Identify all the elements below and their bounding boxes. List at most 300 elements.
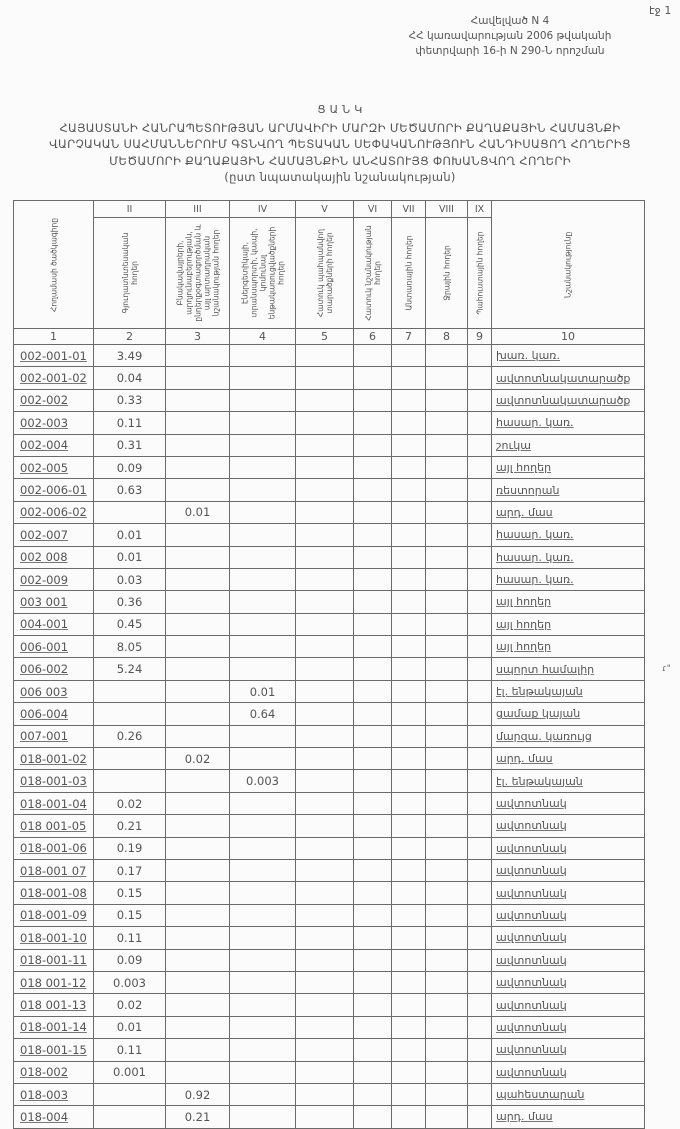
special-purpose-area-cell [354, 636, 392, 658]
energy-transport-area-cell [230, 591, 296, 613]
purpose-cell: ռեստորան [492, 479, 645, 501]
settlement-industrial-area-cell [166, 770, 230, 792]
roman-numeral-cell: IX [468, 201, 492, 218]
protected-area-cell [296, 412, 354, 434]
forest-area-cell [392, 725, 426, 747]
protected-area-cell [296, 703, 354, 725]
water-area-cell [426, 456, 468, 478]
reserve-area-cell [468, 568, 492, 590]
table-row [14, 434, 645, 456]
special-purpose-area-cell [354, 1016, 392, 1038]
parcel-code-cell: 018 001-12 [14, 971, 94, 993]
reserve-area-cell [468, 792, 492, 814]
agricultural-area-cell [94, 501, 166, 523]
purpose-cell: ավտոտնակ [492, 1016, 645, 1038]
water-area-cell [426, 725, 468, 747]
table-row [14, 591, 645, 613]
table-row [14, 367, 645, 389]
settlement-industrial-area-cell [166, 949, 230, 971]
energy-transport-area-cell [230, 456, 296, 478]
reserve-area-cell [468, 703, 492, 725]
reserve-area-cell [468, 949, 492, 971]
energy-transport-area-cell [230, 658, 296, 680]
land-table [13, 200, 645, 1129]
special-purpose-area-cell [354, 792, 392, 814]
protected-area-cell [296, 927, 354, 949]
protected-area-cell [296, 904, 354, 926]
protected-area-cell [296, 994, 354, 1016]
forest-area-cell [392, 434, 426, 456]
reserve-area-cell [468, 748, 492, 770]
special-purpose-area-cell [354, 837, 392, 859]
settlement-industrial-area-cell [166, 636, 230, 658]
roman-numeral-cell: VII [392, 201, 426, 218]
purpose-cell: արդ. մաս [492, 1106, 645, 1128]
special-purpose-area-cell [354, 859, 392, 881]
parcel-code-cell: 018-001-06 [14, 837, 94, 859]
agricultural-area-cell: 0.02 [94, 994, 166, 1016]
parcel-code-cell: 002-002 [14, 389, 94, 411]
column-number: 2 [94, 329, 166, 345]
protected-area-cell [296, 524, 354, 546]
protected-area-cell [296, 680, 354, 702]
protected-area-cell [296, 770, 354, 792]
water-area-cell [426, 927, 468, 949]
forest-area-cell [392, 1061, 426, 1083]
energy-transport-area-cell [230, 568, 296, 590]
column-header-label: Բնակավայրերի, արդյունաբերության, ընդերքօգտագործման և այլ արտադրական նշանակության հողեր [175, 224, 220, 322]
settlement-industrial-area-cell [166, 994, 230, 1016]
protected-area-cell [296, 1016, 354, 1038]
table-row [14, 1039, 645, 1061]
water-area-cell [426, 792, 468, 814]
table-row [14, 412, 645, 434]
forest-area-cell [392, 815, 426, 837]
settlement-industrial-area-cell [166, 389, 230, 411]
parcel-code-cell: 018 001-13 [14, 994, 94, 1016]
parcel-code-cell: 003 001 [14, 591, 94, 613]
forest-area-cell [392, 904, 426, 926]
column-header [392, 218, 426, 329]
energy-transport-area-cell [230, 859, 296, 881]
settlement-industrial-area-cell [166, 613, 230, 635]
water-area-cell [426, 345, 468, 367]
purpose-cell: ավտոտնակ [492, 837, 645, 859]
water-area-cell [426, 971, 468, 993]
special-purpose-area-cell [354, 613, 392, 635]
table-row [14, 971, 645, 993]
special-purpose-area-cell [354, 367, 392, 389]
table-row [14, 1061, 645, 1083]
forest-area-cell [392, 949, 426, 971]
settlement-industrial-area-cell [166, 859, 230, 881]
agricultural-area-cell: 0.63 [94, 479, 166, 501]
title-line: ՄԵԾԱՄՈՐԻ ՔԱՂԱՔԱՅԻՆ ՀԱՄԱՅՆՔԻՆ ԱՆՀԱՏՈՒՅՑ ՓՈԽԱՆՑՎՈՂ ՀՈՂԵՐԻ [109, 153, 571, 168]
forest-area-cell [392, 501, 426, 523]
table-row [14, 927, 645, 949]
energy-transport-area-cell [230, 345, 296, 367]
settlement-industrial-area-cell [166, 412, 230, 434]
parcel-code-cell: 006 003 [14, 680, 94, 702]
special-purpose-area-cell [354, 501, 392, 523]
table-row [14, 1016, 645, 1038]
water-area-cell [426, 904, 468, 926]
water-area-cell [426, 479, 468, 501]
agricultural-area-cell: 0.01 [94, 546, 166, 568]
special-purpose-area-cell [354, 904, 392, 926]
agricultural-area-cell: 0.02 [94, 792, 166, 814]
parcel-code-cell: 018-003 [14, 1083, 94, 1105]
energy-transport-area-cell [230, 837, 296, 859]
forest-area-cell [392, 524, 426, 546]
column-header [230, 218, 296, 329]
purpose-cell: ավտոտնակ [492, 859, 645, 881]
settlement-industrial-area-cell [166, 1039, 230, 1061]
table-row [14, 479, 645, 501]
energy-transport-area-cell [230, 479, 296, 501]
protected-area-cell [296, 1106, 354, 1128]
column-number: 6 [354, 329, 392, 345]
agricultural-area-cell: 0.003 [94, 971, 166, 993]
agricultural-area-cell: 0.19 [94, 837, 166, 859]
parcel-code-cell: 018-001-14 [14, 1016, 94, 1038]
protected-area-cell [296, 882, 354, 904]
purpose-cell: ավտոտնակ [492, 815, 645, 837]
purpose-cell: պահեստարան [492, 1083, 645, 1105]
agricultural-area-cell: 0.26 [94, 725, 166, 747]
reserve-area-cell [468, 882, 492, 904]
energy-transport-area-cell [230, 904, 296, 926]
annex-line: Հավելված N 4 [470, 15, 550, 27]
special-purpose-area-cell [354, 546, 392, 568]
protected-area-cell [296, 1083, 354, 1105]
protected-area-cell [296, 636, 354, 658]
special-purpose-area-cell [354, 658, 392, 680]
settlement-industrial-area-cell [166, 434, 230, 456]
parcel-code-cell: 018 001-05 [14, 815, 94, 837]
table-row [14, 859, 645, 881]
special-purpose-area-cell [354, 949, 392, 971]
protected-area-cell [296, 658, 354, 680]
table-row [14, 1083, 645, 1105]
forest-area-cell [392, 389, 426, 411]
table-row [14, 389, 645, 411]
table-row [14, 345, 645, 367]
protected-area-cell [296, 389, 354, 411]
roman-numeral-cell: III [166, 201, 230, 218]
settlement-industrial-area-cell [166, 680, 230, 702]
settlement-industrial-area-cell [166, 524, 230, 546]
reserve-area-cell [468, 658, 492, 680]
water-area-cell [426, 434, 468, 456]
forest-area-cell [392, 613, 426, 635]
settlement-industrial-area-cell [166, 725, 230, 747]
reserve-area-cell [468, 345, 492, 367]
forest-area-cell [392, 1039, 426, 1061]
forest-area-cell [392, 456, 426, 478]
column-number: 8 [426, 329, 468, 345]
purpose-cell: սպորտ համալիր [492, 658, 645, 680]
reserve-area-cell [468, 591, 492, 613]
column-number: 5 [296, 329, 354, 345]
settlement-industrial-area-cell [166, 568, 230, 590]
settlement-industrial-area-cell [166, 546, 230, 568]
forest-area-cell [392, 367, 426, 389]
settlement-industrial-area-cell: 0.01 [166, 501, 230, 523]
special-purpose-area-cell [354, 1083, 392, 1105]
purpose-cell: այլ հողեր [492, 613, 645, 635]
reserve-area-cell [468, 501, 492, 523]
reserve-area-cell [468, 389, 492, 411]
forest-area-cell [392, 859, 426, 881]
parcel-code-cell: 018-001-02 [14, 748, 94, 770]
protected-area-cell [296, 456, 354, 478]
reserve-area-cell [468, 680, 492, 702]
table-row [14, 680, 645, 702]
water-area-cell [426, 658, 468, 680]
agricultural-area-cell [94, 748, 166, 770]
column-header-label: Հատուկ պահպանվող տարածքների հողեր [315, 228, 334, 318]
water-area-cell [426, 882, 468, 904]
table-row [14, 882, 645, 904]
special-purpose-area-cell [354, 971, 392, 993]
protected-area-cell [296, 367, 354, 389]
parcel-code-cell: 007-001 [14, 725, 94, 747]
protected-area-cell [296, 1061, 354, 1083]
column-header-label: Անտառային հողեր [404, 235, 413, 311]
parcel-code-cell: 018-001-11 [14, 949, 94, 971]
agricultural-area-cell [94, 770, 166, 792]
energy-transport-area-cell [230, 1016, 296, 1038]
settlement-industrial-area-cell [166, 703, 230, 725]
purpose-cell: արդ. մաս [492, 501, 645, 523]
special-purpose-area-cell [354, 524, 392, 546]
table-row [14, 658, 645, 680]
special-purpose-area-cell [354, 412, 392, 434]
special-purpose-area-cell [354, 815, 392, 837]
water-area-cell [426, 1039, 468, 1061]
margin-mark: ɾ" [662, 664, 671, 674]
water-area-cell [426, 837, 468, 859]
protected-area-cell [296, 479, 354, 501]
parcel-code-cell: 018-001-09 [14, 904, 94, 926]
settlement-industrial-area-cell [166, 658, 230, 680]
forest-area-cell [392, 546, 426, 568]
energy-transport-area-cell [230, 1061, 296, 1083]
forest-area-cell [392, 636, 426, 658]
special-purpose-area-cell [354, 748, 392, 770]
column-header-label: Ջրային հողեր [442, 245, 451, 301]
energy-transport-area-cell [230, 434, 296, 456]
water-area-cell [426, 412, 468, 434]
roman-numeral-cell: VI [354, 201, 392, 218]
reserve-area-cell [468, 412, 492, 434]
parcel-code-cell: 002 008 [14, 546, 94, 568]
reserve-area-cell [468, 994, 492, 1016]
agricultural-area-cell: 3.49 [94, 345, 166, 367]
purpose-cell: ավտոտնակ [492, 882, 645, 904]
energy-transport-area-cell [230, 636, 296, 658]
energy-transport-area-cell [230, 546, 296, 568]
agricultural-area-cell: 0.09 [94, 949, 166, 971]
table-row [14, 994, 645, 1016]
column-header-label: Նշանակությունը [563, 231, 573, 298]
energy-transport-area-cell [230, 792, 296, 814]
table-row [14, 501, 645, 523]
energy-transport-area-cell: 0.01 [230, 680, 296, 702]
column-header [426, 218, 468, 329]
reserve-area-cell [468, 546, 492, 568]
reserve-area-cell [468, 770, 492, 792]
forest-area-cell [392, 1106, 426, 1128]
energy-transport-area-cell [230, 1106, 296, 1128]
protected-area-cell [296, 792, 354, 814]
water-area-cell [426, 1016, 468, 1038]
purpose-cell: այլ հողեր [492, 456, 645, 478]
table-row [14, 815, 645, 837]
protected-area-cell [296, 434, 354, 456]
water-area-cell [426, 568, 468, 590]
parcel-code-cell: 002-009 [14, 568, 94, 590]
agricultural-area-cell [94, 680, 166, 702]
column-number: 4 [230, 329, 296, 345]
purpose-cell: ավտոտնակ [492, 971, 645, 993]
protected-area-cell [296, 815, 354, 837]
parcel-code-cell: 002-003 [14, 412, 94, 434]
forest-area-cell [392, 927, 426, 949]
water-area-cell [426, 524, 468, 546]
special-purpose-area-cell [354, 1106, 392, 1128]
forest-area-cell [392, 680, 426, 702]
water-area-cell [426, 680, 468, 702]
reserve-area-cell [468, 904, 492, 926]
water-area-cell [426, 770, 468, 792]
special-purpose-area-cell [354, 994, 392, 1016]
table-body [14, 345, 645, 1129]
purpose-cell: ավտոտնակ [492, 904, 645, 926]
parcel-code-cell: 018-002 [14, 1061, 94, 1083]
parcel-code-cell: 018-001-15 [14, 1039, 94, 1061]
column-header-label: Հատուկ նշանակության հողեր [363, 225, 382, 321]
water-area-cell [426, 591, 468, 613]
document-title [20, 102, 660, 186]
water-area-cell [426, 748, 468, 770]
reserve-area-cell [468, 479, 492, 501]
energy-transport-area-cell [230, 412, 296, 434]
list-heading: Ց Ա Ն Կ [317, 103, 363, 116]
table-row [14, 613, 645, 635]
column-number: 3 [166, 329, 230, 345]
special-purpose-area-cell [354, 345, 392, 367]
parcel-code-cell: 018-001 07 [14, 859, 94, 881]
annex-line: ՀՀ կառավարության 2006 թվականի [408, 30, 612, 42]
table-row [14, 792, 645, 814]
settlement-industrial-area-cell: 0.02 [166, 748, 230, 770]
settlement-industrial-area-cell [166, 456, 230, 478]
special-purpose-area-cell [354, 725, 392, 747]
parcel-code-cell: 002-006-02 [14, 501, 94, 523]
agricultural-area-cell: 5.24 [94, 658, 166, 680]
special-purpose-area-cell [354, 770, 392, 792]
protected-area-cell [296, 859, 354, 881]
table-row [14, 949, 645, 971]
reserve-area-cell [468, 927, 492, 949]
purpose-cell: ցամաք կայան [492, 703, 645, 725]
energy-transport-area-cell [230, 613, 296, 635]
column-number-row [14, 329, 645, 345]
column-header [492, 201, 645, 329]
agricultural-area-cell: 0.45 [94, 613, 166, 635]
water-area-cell [426, 703, 468, 725]
table-row [14, 1106, 645, 1128]
purpose-cell: ավտոտնակ [492, 1039, 645, 1061]
agricultural-area-cell: 0.36 [94, 591, 166, 613]
protected-area-cell [296, 748, 354, 770]
forest-area-cell [392, 703, 426, 725]
energy-transport-area-cell [230, 501, 296, 523]
energy-transport-area-cell [230, 1039, 296, 1061]
reserve-area-cell [468, 859, 492, 881]
table-row [14, 568, 645, 590]
forest-area-cell [392, 792, 426, 814]
settlement-industrial-area-cell [166, 904, 230, 926]
roman-numeral-cell: II [94, 201, 166, 218]
agricultural-area-cell: 0.03 [94, 568, 166, 590]
reserve-area-cell [468, 1061, 492, 1083]
parcel-code-cell: 002-005 [14, 456, 94, 478]
agricultural-area-cell: 0.11 [94, 1039, 166, 1061]
water-area-cell [426, 389, 468, 411]
energy-transport-area-cell [230, 748, 296, 770]
agricultural-area-cell: 0.11 [94, 412, 166, 434]
water-area-cell [426, 1106, 468, 1128]
protected-area-cell [296, 971, 354, 993]
energy-transport-area-cell [230, 994, 296, 1016]
protected-area-cell [296, 591, 354, 613]
settlement-industrial-area-cell [166, 927, 230, 949]
water-area-cell [426, 367, 468, 389]
energy-transport-area-cell [230, 725, 296, 747]
protected-area-cell [296, 837, 354, 859]
purpose-cell: շուկա [492, 434, 645, 456]
parcel-code-cell: 018-004 [14, 1106, 94, 1128]
settlement-industrial-area-cell [166, 367, 230, 389]
water-area-cell [426, 1083, 468, 1105]
forest-area-cell [392, 658, 426, 680]
purpose-cell: էլ. ենթակայան [492, 770, 645, 792]
special-purpose-area-cell [354, 882, 392, 904]
purpose-cell: ավտոտնակ [492, 1061, 645, 1083]
column-header-label: Հողամասի ծածկագիրը [49, 217, 58, 312]
column-number: 7 [392, 329, 426, 345]
parcel-code-cell: 002-007 [14, 524, 94, 546]
settlement-industrial-area-cell [166, 1016, 230, 1038]
reserve-area-cell [468, 524, 492, 546]
agricultural-area-cell: 0.17 [94, 859, 166, 881]
special-purpose-area-cell [354, 1039, 392, 1061]
table-row [14, 546, 645, 568]
protected-area-cell [296, 949, 354, 971]
agricultural-area-cell: 0.001 [94, 1061, 166, 1083]
title-subtitle: (ըստ նպատակային նշանակության) [224, 170, 456, 184]
parcel-code-cell: 002-004 [14, 434, 94, 456]
table-row [14, 725, 645, 747]
agricultural-area-cell: 0.01 [94, 524, 166, 546]
forest-area-cell [392, 882, 426, 904]
settlement-industrial-area-cell: 0.92 [166, 1083, 230, 1105]
parcel-code-cell: 004-001 [14, 613, 94, 635]
column-header [354, 218, 392, 329]
